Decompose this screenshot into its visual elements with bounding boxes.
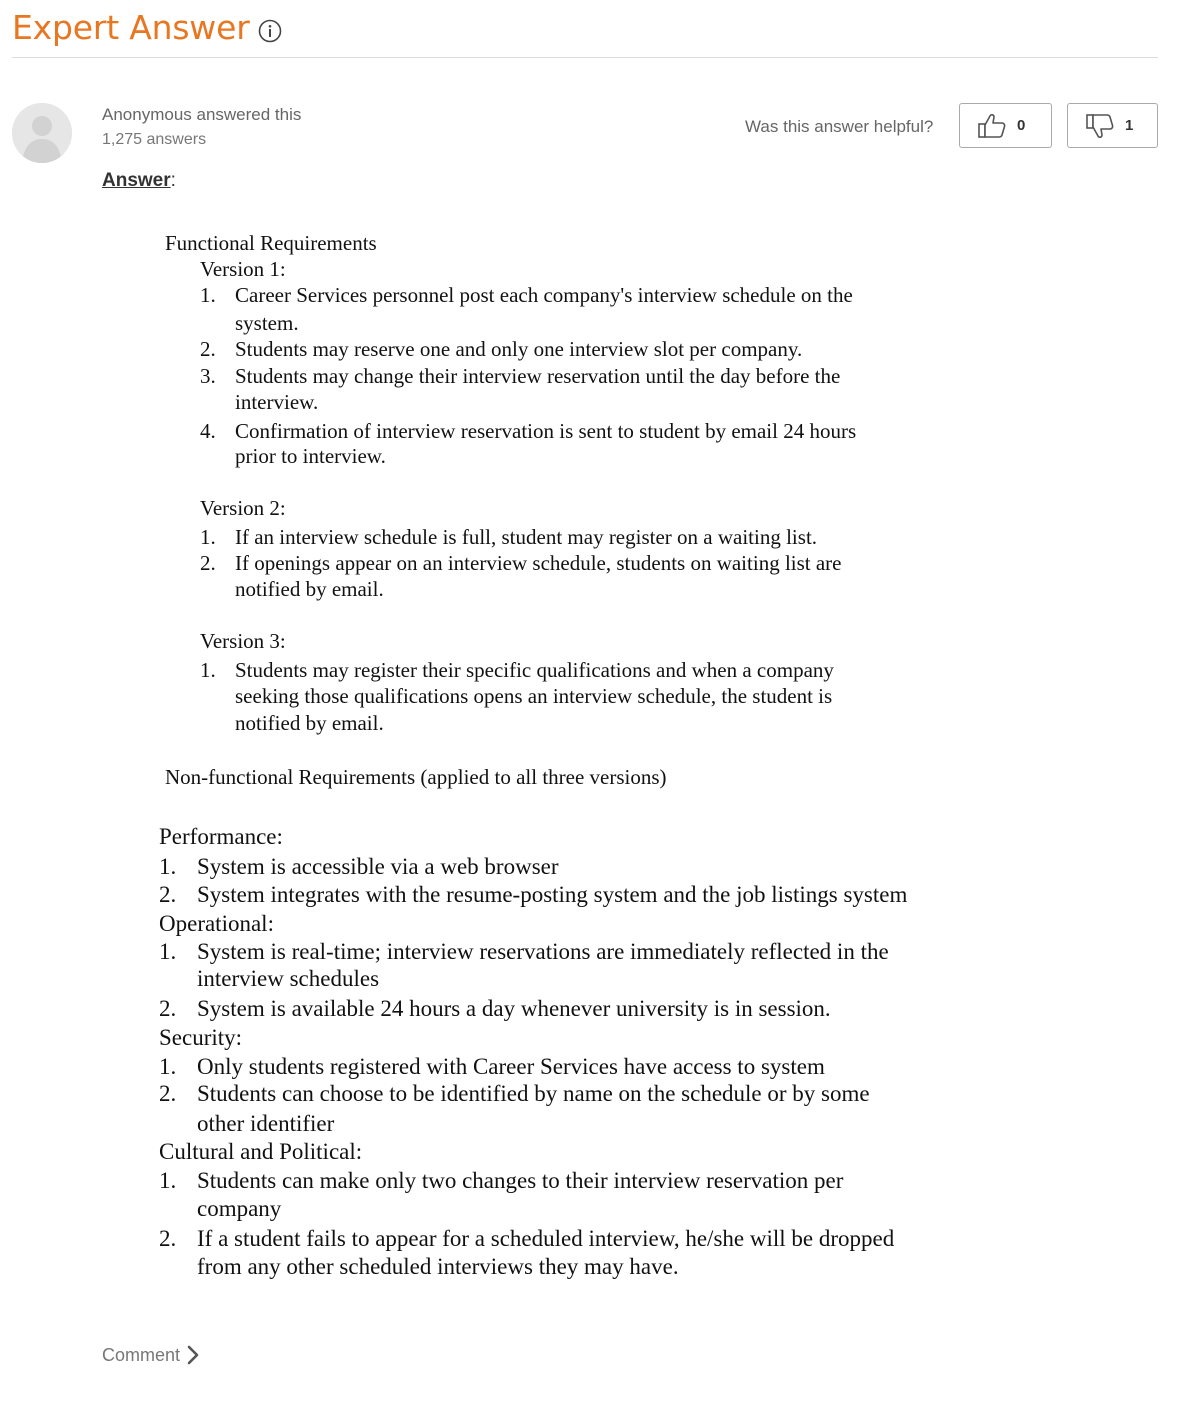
list-number: 1. <box>159 1054 177 1079</box>
list-item: from any other scheduled interviews they may have. <box>197 1254 679 1279</box>
answer-heading-colon: : <box>170 170 176 191</box>
security-label: Security: <box>159 1025 243 1050</box>
version-1-label: Version 1: <box>200 257 286 281</box>
comment-button[interactable] <box>102 1344 199 1366</box>
list-item: Confirmation of interview reservation is sent to student by email 24 hours <box>235 419 857 443</box>
info-circle-icon[interactable] <box>258 19 282 43</box>
list-number: 2. <box>159 1226 177 1251</box>
list-item: seeking those qualifications opens an interview schedule, the student is <box>235 684 833 708</box>
list-item: System integrates with the resume-posting system and the job listings system <box>197 882 908 907</box>
list-item: System is accessible via a web browser <box>197 854 559 879</box>
list-item: System is real-time; interview reservations are immediately reflected in the <box>197 939 889 964</box>
header-divider <box>12 57 1158 58</box>
comment-label: Comment <box>102 1345 181 1365</box>
answers-count: 1,275 answers <box>102 131 207 148</box>
list-item: Students may register their specific qualifications and when a company <box>235 658 834 682</box>
list-number: 1. <box>200 283 216 307</box>
version-2-label: Version 2: <box>200 496 286 520</box>
list-item: Only students registered with Career Services have access to system <box>197 1054 825 1079</box>
list-item: If a student fails to appear for a scheduled interview, he/she will be dropped <box>197 1226 895 1251</box>
thumbs-up-button[interactable] <box>959 103 1052 148</box>
answer-heading <box>102 170 176 192</box>
list-item: System is available 24 hours a day whenever university is in session. <box>197 996 831 1021</box>
thumbs-down-count: 1 <box>1125 117 1134 134</box>
answer-header <box>12 8 282 48</box>
thumbs-up-count: 0 <box>1017 117 1026 134</box>
list-number: 2. <box>159 882 177 907</box>
list-item: other identifier <box>197 1111 335 1136</box>
list-item: prior to interview. <box>235 444 386 468</box>
nonfunctional-title: Non-functional Requirements (applied to all three versions) <box>165 765 667 789</box>
list-number: 1. <box>159 854 177 879</box>
helpful-question: Was this answer helpful? <box>745 117 934 136</box>
list-number: 1. <box>200 525 216 549</box>
list-number: 1. <box>159 1168 177 1193</box>
list-item: interview schedules <box>197 966 380 991</box>
list-number: 1. <box>159 939 177 964</box>
list-number: 3. <box>200 364 216 388</box>
list-item: interview. <box>235 390 319 414</box>
list-item: notified by email. <box>235 577 384 601</box>
list-item: Students can choose to be identified by name on the schedule or by some <box>197 1081 870 1106</box>
list-item: Career Services personnel post each company's interview schedule on the <box>235 283 853 307</box>
list-item: system. <box>235 311 299 335</box>
performance-label: Performance: <box>159 824 283 849</box>
default-avatar-icon <box>12 103 72 163</box>
list-item: Students may change their interview reservation until the day before the <box>235 364 841 388</box>
functional-title: Functional Requirements <box>165 231 377 255</box>
list-number: 1. <box>200 658 216 682</box>
list-number: 2. <box>159 1081 177 1106</box>
list-number: 2. <box>200 551 216 575</box>
cultural-label: Cultural and Political: <box>159 1139 363 1164</box>
author-line: Anonymous answered this <box>102 105 302 124</box>
operational-label: Operational: <box>159 911 274 936</box>
list-number: 4. <box>200 419 216 443</box>
chevron-right-icon <box>187 1345 199 1365</box>
thumbs-down-button[interactable] <box>1067 103 1158 148</box>
list-item: notified by email. <box>235 711 384 735</box>
list-item: Students can make only two changes to their interview reservation per <box>197 1168 844 1193</box>
version-3-label: Version 3: <box>200 629 286 653</box>
list-item: company <box>197 1196 282 1221</box>
page-title: Expert Answer <box>12 8 250 47</box>
list-number: 2. <box>200 337 216 361</box>
thumbs-up-icon <box>977 112 1007 140</box>
answer-heading-label: Answer <box>102 170 171 191</box>
list-item: If openings appear on an interview schedule, students on waiting list are <box>235 551 842 575</box>
list-item: Students may reserve one and only one interview slot per company. <box>235 337 803 361</box>
thumbs-down-icon <box>1085 112 1115 140</box>
list-item: If an interview schedule is full, student may register on a waiting list. <box>235 525 818 549</box>
list-number: 2. <box>159 996 177 1021</box>
